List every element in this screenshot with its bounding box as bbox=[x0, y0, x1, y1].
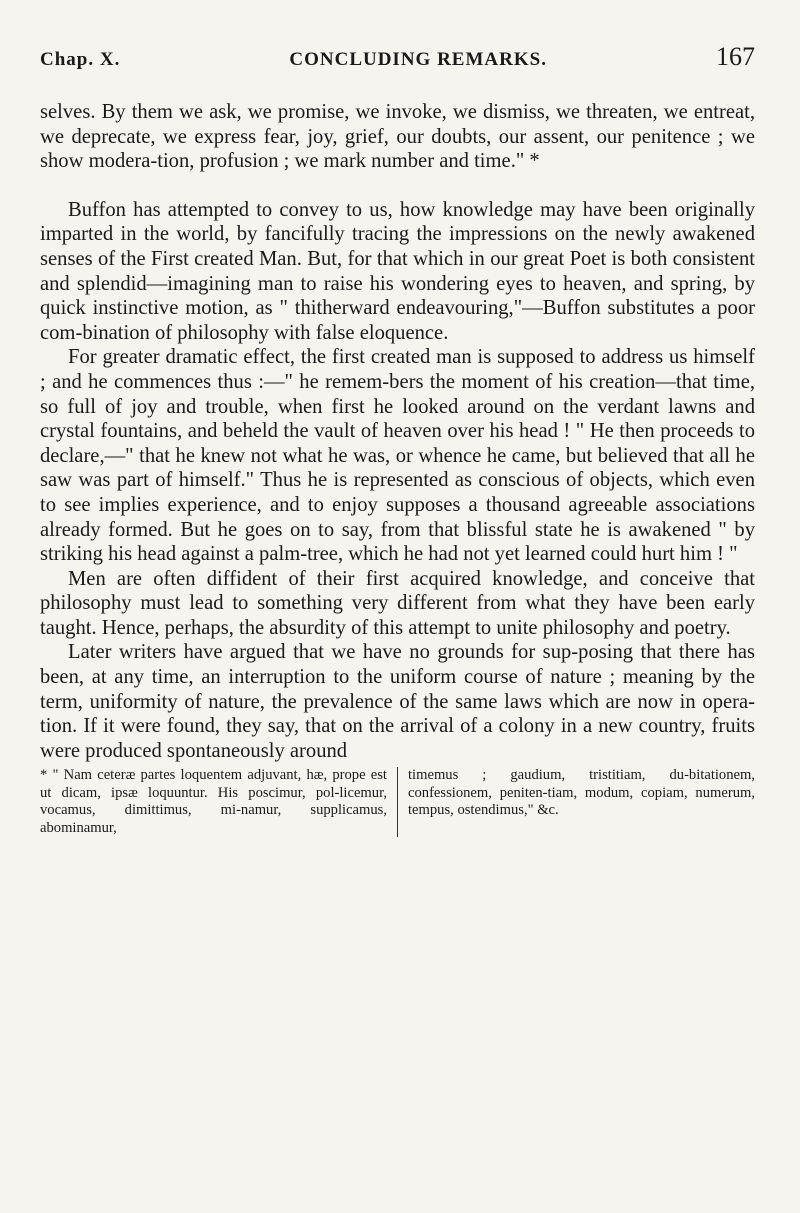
footnote-left-column: * " Nam ceteræ partes loquentem adjuvant, hæ, prope est ut dicam, ipsæ loquuntur. His poscimur, pol-licemur, vocamus, dimittimus, mi-namur, supplicamus, abominamur, bbox=[40, 767, 398, 837]
running-header bbox=[40, 42, 755, 72]
page-number: 167 bbox=[716, 42, 755, 71]
page bbox=[40, 42, 755, 837]
paragraph: For greater dramatic effect, the first created man is supposed to address us himself ; and he commences thus :—" he remem-bers the moment of his creation—that time, so full of joy and trouble, when first he looked around on the verdant lawns and crystal fountains, and beheld the vault of heaven over his head ! " He then proceeds to declare,—" that he knew not what he was, or whence he came, but believed that all he saw was part of himself." Thus he is represented as conscious of objects, which even to see implies experience, and to enjoy supposes a thousand agreeable associations already formed. But he goes on to say, from that blissful state he is awakened " by striking his head against a palm-tree, which he had not yet learned could hurt him ! " bbox=[40, 346, 755, 566]
body-text bbox=[40, 100, 755, 763]
paragraph: selves. By them we ask, we promise, we invoke, we dismiss, we threaten, we entreat, we deprecate, we express fear, joy, grief, our doubts, our assent, our penitence ; we show modera-tion, profusion ; we mark number and time." * bbox=[40, 101, 755, 173]
footnote-right-column: timemus ; gaudium, tristitiam, du-bitationem, confessionem, peniten-tiam, modum, copiam, numerum, tempus, ostendimus," &c. bbox=[408, 767, 755, 819]
running-title: CONCLUDING REMARKS. bbox=[289, 49, 547, 70]
paragraph: Buffon has attempted to convey to us, how knowledge may have been originally imparted in the world, by fancifully tracing the impressions on the newly awakened senses of the First created Man. But, for that which in our great Poet is both consistent and splendid—imagining man to raise his wondering eyes to heaven, and spring, by quick instinctive motion, as " thitherward endeavouring,"—Buffon substitutes a poor com-bination of philosophy with false eloquence. bbox=[40, 198, 755, 344]
chapter-label: Chap. X. bbox=[40, 49, 121, 70]
paragraph: Later writers have argued that we have no grounds for sup-posing that there has been, at any time, an interruption to the uniform course of nature ; meaning by the term, uniformity of nature, the prevalence of the same laws which are now in opera-tion. If it were found, they say, that on the arrival of a colony in a new country, fruits were produced spontaneously around bbox=[40, 641, 755, 762]
paragraph: Men are often diffident of their first acquired knowledge, and conceive that philosophy must lead to something very different from what they have been early taught. Hence, perhaps, the absurdity of this attempt to unite philosophy and poetry. bbox=[40, 567, 755, 639]
footnote bbox=[40, 767, 755, 837]
